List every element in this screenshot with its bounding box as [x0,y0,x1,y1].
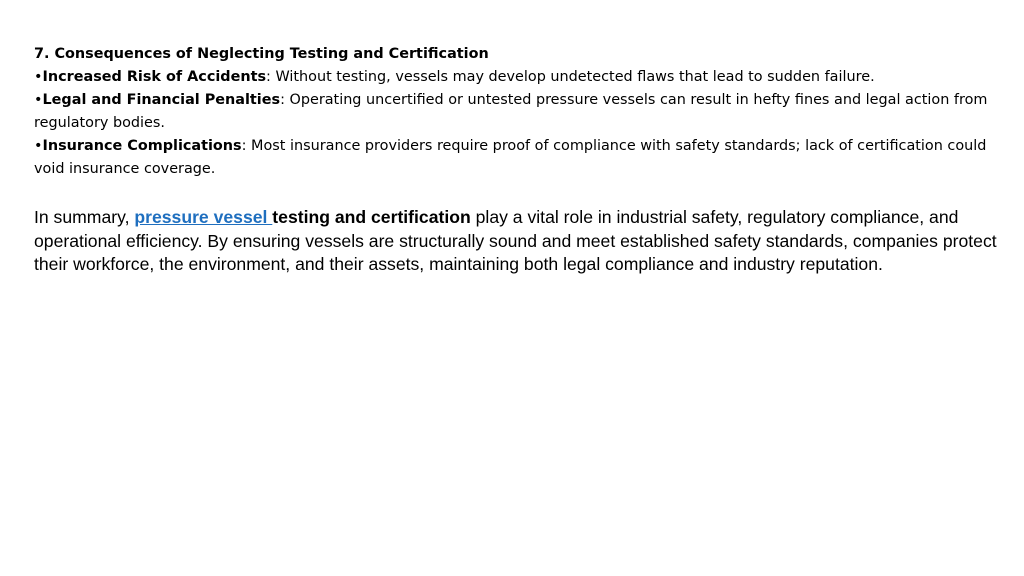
bullet-marker: • [34,92,43,108]
consequences-section [34,43,1000,181]
bullet-item [34,66,1000,89]
bullet-text: : Without testing, vessels may develop undetected flaws that lead to sudden failure. [266,69,875,85]
bullet-marker: • [34,69,43,85]
bullet-item [34,89,1000,135]
bullet-text: : Most insurance providers require proof of compliance with safety standards; lack of certification could void insurance coverage. [34,138,987,177]
bullet-title: Increased Risk of Accidents [42,69,267,85]
section-heading: 7. Consequences of Neglecting Testing and Certification [34,46,489,62]
summary-paragraph [34,206,1000,277]
summary-lead: In summary, [34,207,135,227]
summary-rest: play a vital role in industrial safety, regulatory compliance, and operational efficiency. By ensuring vessels are structurally sound and meet established safety standards, companies protect their workforce, the environment, and their assets, maintaining both legal compliance and industry reputation. [34,207,997,274]
bullet-title: Insurance Complications [42,138,242,154]
bullet-text: : Operating uncertified or untested pressure vessels can result in hefty fines and legal action from regulatory bodies. [34,92,988,131]
bullet-item [34,135,1000,181]
summary-bold-text: testing and certification [272,207,471,227]
bullet-title: Legal and Financial Penalties [42,92,281,108]
bullet-marker: • [34,138,43,154]
pressure-vessel-link[interactable]: pressure vessel [134,207,273,227]
